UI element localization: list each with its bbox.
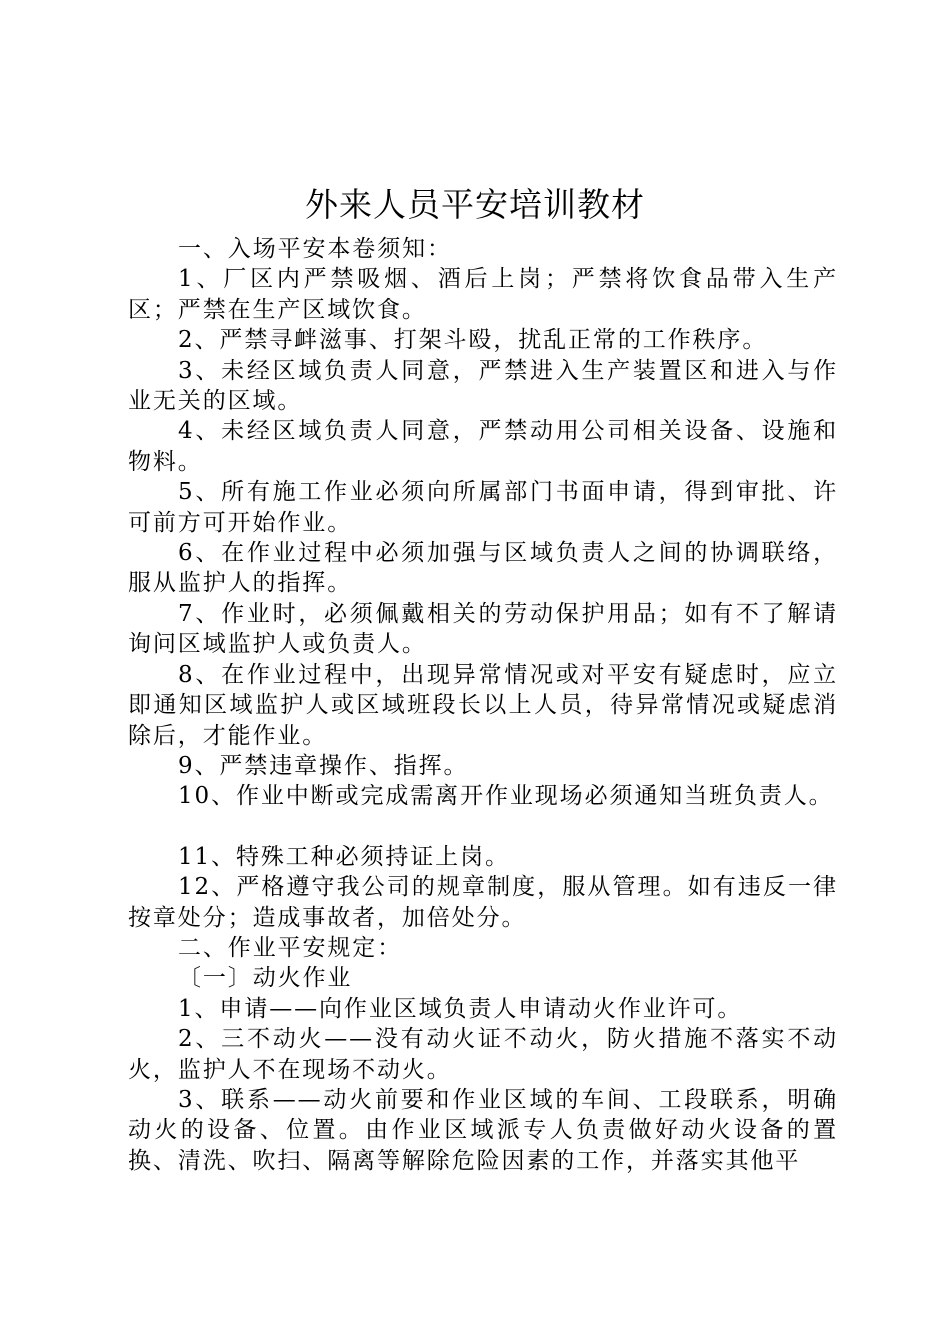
document-body bbox=[128, 234, 838, 1176]
rule-item-6: 6、在作业过程中必须加强与区域负责人之间的协调联络，服从监护人的指挥。 bbox=[128, 540, 838, 597]
rule-item-5: 5、所有施工作业必须向所属部门书面申请，得到审批、许可前方可开始作业。 bbox=[128, 479, 838, 536]
rule-item-7: 7、作业时，必须佩戴相关的劳动保护用品；如有不了解请询问区域监护人或负责人。 bbox=[128, 600, 838, 658]
rule-item-11: 11、特殊工种必须持证上岗。 bbox=[178, 843, 510, 870]
rule-item-12: 12、严格遵守我公司的规章制度，服从管理。如有违反一律按章处分；造成事故者，加倍处分。 bbox=[128, 874, 838, 931]
rule-item-2: 2、严禁寻衅滋事、打架斗殴，扰乱正常的工作秩序。 bbox=[178, 327, 768, 354]
rule-item-3: 3、未经区域负责人同意，严禁进入生产装置区和进入与作业无关的区域。 bbox=[128, 357, 838, 415]
rule-item-9: 9、严禁违章操作、指挥。 bbox=[178, 752, 469, 779]
rule-item-8: 8、在作业过程中，出现异常情况或对平安有疑虑时，应立即通知区域监护人或区域班段长以上人员，待异常情况或疑虑消除后，才能作业。 bbox=[128, 661, 838, 749]
hot-work-item-2: 2、三不动火——没有动火证不动火，防火措施不落实不动火，监护人不在现场不动火。 bbox=[128, 1026, 838, 1083]
section-heading-entry-notice: 一、入场平安本卷须知： bbox=[178, 236, 452, 262]
hot-work-item-1: 1、申请——向作业区域负责人申请动火作业许可。 bbox=[178, 995, 743, 1022]
rule-item-10: 10、作业中断或完成需离开作业现场必须通知当班负责人。 bbox=[178, 783, 834, 810]
rule-item-1: 1、厂区内严禁吸烟、酒后上岗；严禁将饮食品带入生产区；严禁在生产区域饮食。 bbox=[128, 266, 838, 323]
rule-item-4: 4、未经区域负责人同意，严禁动用公司相关设备、设施和物料。 bbox=[128, 418, 838, 475]
hot-work-item-3: 3、联系——动火前要和作业区域的车间、工段联系，明确动火的设备、位置。由作业区域派专人负责做好动火设备的置换、清洗、吹扫、隔离等解除危险因素的工作，并落实其他平 bbox=[128, 1086, 838, 1174]
section-heading-work-safety: 二、作业平安规定： bbox=[178, 934, 403, 961]
document-title: 外来人员平安培训教材 bbox=[305, 185, 645, 224]
subsection-heading-hot-work: 〔一〕动火作业 bbox=[178, 965, 353, 992]
